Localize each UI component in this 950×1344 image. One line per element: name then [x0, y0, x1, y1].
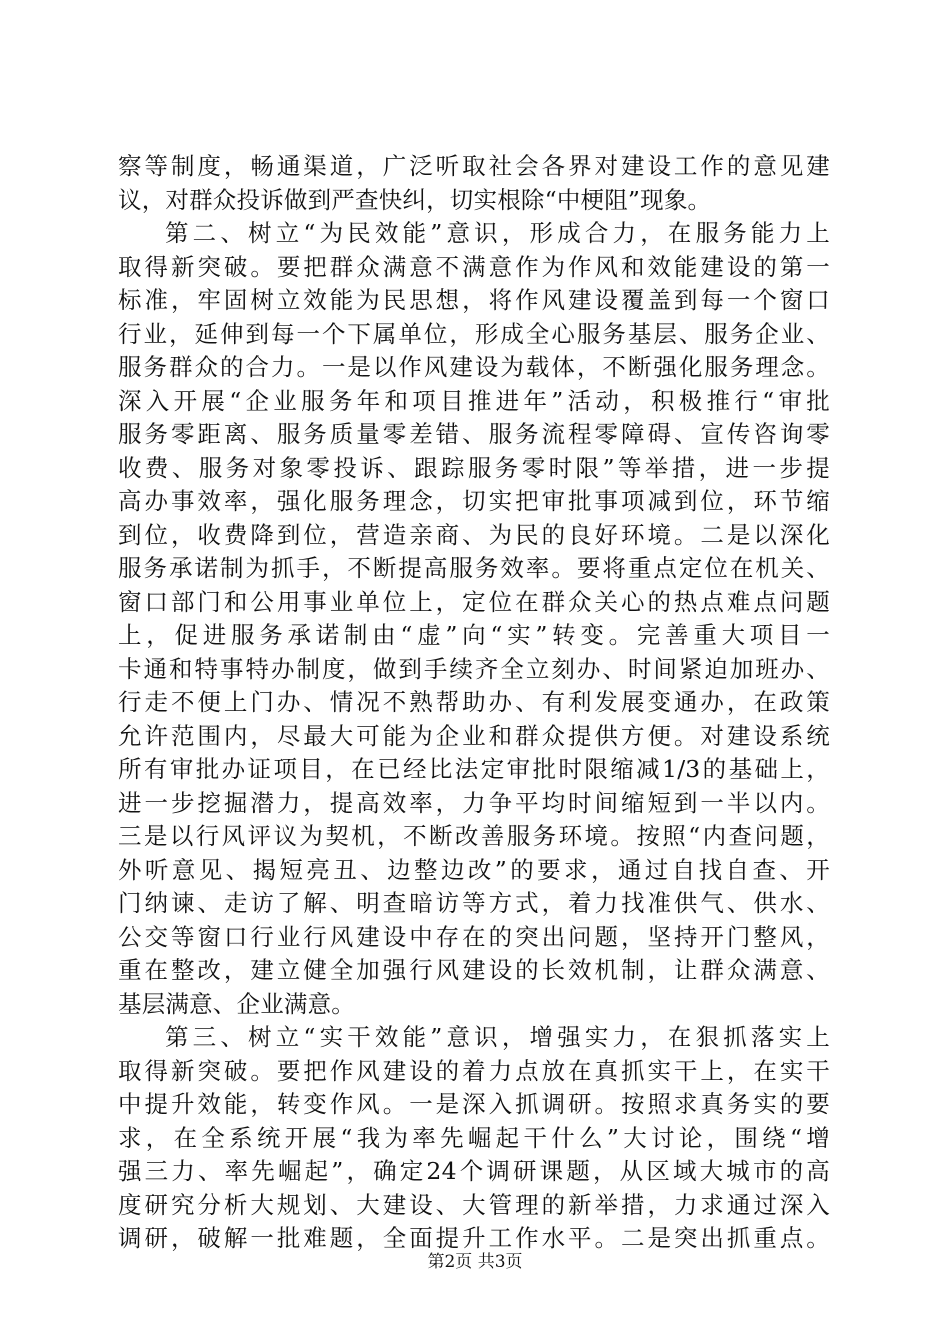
text-line: 标准，牢固树立效能为民思想，将作风建设覆盖到每一个窗口	[118, 286, 830, 314]
page-number: 第2页 共3页	[427, 1252, 523, 1272]
text-line: 收费、服务对象零投诉、跟踪服务零时限”等举措，进一步提	[118, 453, 830, 482]
text-line: 到位，收费降到位，营造亲商、为民的良好环境。二是以深化	[118, 520, 830, 549]
text-line: 调研，破解一批难题，全面提升工作水平。二是突出抓重点。	[118, 1224, 830, 1252]
text-line: 度研究分析大规划、大建设、大管理的新举措，力求通过深入	[118, 1190, 830, 1219]
text-line: 所有审批办证项目，在已经比法定审批时限缩减1/3的基础上，	[118, 755, 830, 783]
text-line: 上，促进服务承诺制由“虚”向“实”转变。完善重大项目一	[118, 621, 830, 649]
text-line: 中提升效能，转变作风。一是深入抓调研。按照求真务实的要	[118, 1090, 830, 1118]
text-line: 服务零距离、服务质量零差错、服务流程零障碍、宣传咨询零	[118, 420, 830, 448]
text-line: 取得新突破。要把作风建设的着力点放在真抓实干上，在实干	[118, 1056, 830, 1085]
page-footer	[0, 1247, 950, 1272]
paragraph-start-line: 第三、树立“实干效能”意识，增强实力，在狠抓落实上	[165, 1023, 830, 1051]
text-line: 卡通和特事特办制度，做到手续齐全立刻办、时间紧迫加班办、	[118, 654, 830, 683]
text-line: 高办事效率，强化服务理念，切实把审批事项减到位，环节缩	[118, 487, 830, 515]
text-line: 求，在全系统开展“我为率先崛起干什么”大讨论，围绕“增	[118, 1123, 830, 1152]
text-line: 行走不便上门办、情况不熟帮助办、有利发展变通办，在政策	[118, 688, 830, 716]
document-body	[118, 150, 830, 1256]
text-line: 强三力、率先崛起”，确定24个调研课题，从区域大城市的高	[118, 1157, 830, 1185]
text-line: 外听意见、揭短亮丑、边整边改”的要求，通过自找自查、开	[118, 855, 830, 884]
text-line: 进一步挖掘潜力，提高效率，力争平均时间缩短到一半以内。	[118, 788, 830, 817]
text-line: 取得新突破。要把群众满意不满意作为作风和效能建设的第一	[118, 252, 830, 281]
text-line: 行业，延伸到每一个下属单位，形成全心服务基层、服务企业、	[118, 319, 830, 348]
text-line: 察等制度，畅通渠道，广泛听取社会各界对建设工作的意见建	[118, 152, 830, 180]
text-line: 议，对群众投诉做到严查快纠，切实根除“中梗阻”现象。	[118, 185, 712, 214]
text-line: 深入开展“企业服务年和项目推进年”活动，积极推行“审批	[118, 386, 830, 415]
paragraph-start-line: 第二、树立“为民效能”意识，形成合力，在服务能力上	[165, 219, 830, 247]
text-line: 允许范围内，尽最大可能为企业和群众提供方便。对建设系统	[118, 721, 830, 750]
text-line: 重在整改，建立健全加强行风建设的长效机制，让群众满意、	[118, 956, 830, 984]
text-line: 基层满意、企业满意。	[118, 989, 355, 1018]
text-line: 门纳谏、走访了解、明查暗访等方式，着力找准供气、供水、	[118, 889, 830, 917]
text-line: 窗口部门和公用事业单位上，定位在群众关心的热点难点问题	[118, 587, 830, 616]
text-line: 三是以行风评议为契机，不断改善服务环境。按照“内查问题，	[118, 822, 830, 850]
text-line: 服务群众的合力。一是以作风建设为载体，不断强化服务理念。	[118, 353, 830, 381]
text-line: 服务承诺制为抓手，不断提高服务效率。要将重点定位在机关、	[118, 554, 830, 582]
text-line: 公交等窗口行业行风建设中存在的突出问题，坚持开门整风，	[118, 922, 830, 951]
